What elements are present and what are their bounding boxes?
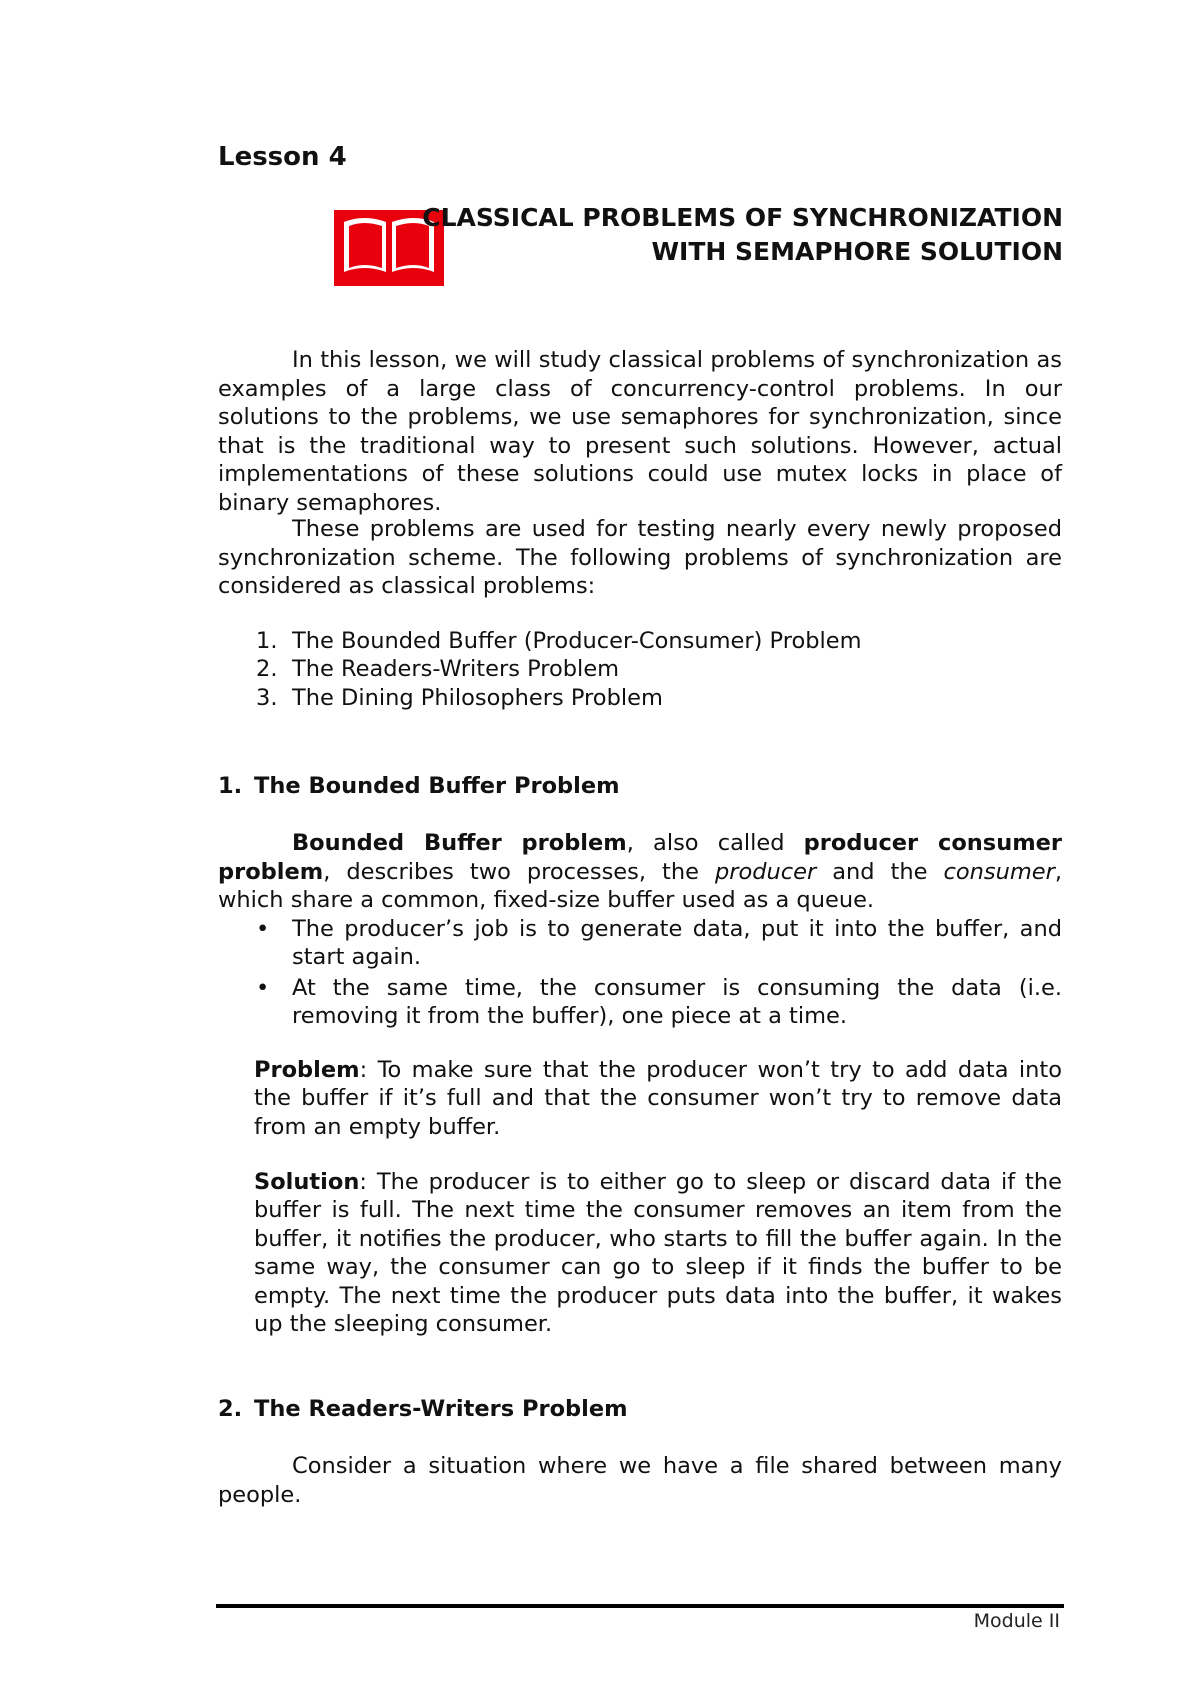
solution-paragraph: Solution: The producer is to either go to sleep or discard data if the buffer is full. The next time the consumer removes an item from the buffer, it notifies the producer, who starts to fill the buffer again. In the same way, the consumer can go to sleep if it finds the buffer to be empty. The next time the producer puts data into the buffer, it wakes up the sleeping consumer. — [254, 1169, 1062, 1338]
section-1-heading: 1. The Bounded Buffer Problem — [218, 773, 620, 799]
list-item: • At the same time, the consumer is consuming the data (i.e. removing it from the buffer), one piece at a time. — [256, 974, 1062, 1030]
list-item: 2. The Readers-Writers Problem — [256, 656, 620, 683]
bullet-icon: • — [256, 974, 270, 1001]
lesson-label: Lesson 4 — [218, 142, 347, 172]
footer-text: Module II — [973, 1610, 1060, 1632]
title-line-2: WITH SEMAPHORE SOLUTION — [651, 237, 1063, 266]
problems-list — [256, 627, 862, 712]
intro-paragraph-2: These problems are used for testing nearly every newly proposed synchronization scheme. The following problems of synchronization are considered as classical problems: — [218, 516, 1062, 600]
list-item: 3. The Dining Philosophers Problem — [256, 684, 663, 711]
section-2-heading: 2. The Readers-Writers Problem — [218, 1396, 628, 1422]
footer-divider — [216, 1604, 1064, 1608]
page-title — [422, 201, 1063, 269]
bullet-icon: • — [256, 916, 270, 942]
section-2-paragraph: Consider a situation where we have a file shared between many people. — [218, 1453, 1062, 1508]
section-1-bullets — [254, 915, 1062, 1033]
list-item: • The producer’s job is to generate data, put it into the buffer, and start again. — [256, 916, 1062, 971]
intro-paragraph-1: In this lesson, we will study classical problems of synchronization as examples of a large class of concurrency-control problems. In our solutions to the problems, we use semaphores for synchronization, since that is the traditional way to present such solutions. However, actual implementations of these solutions could use mutex locks in place of binary semaphores. — [218, 347, 1062, 516]
title-line-1: CLASSICAL PROBLEMS OF SYNCHRONIZATION — [422, 203, 1063, 232]
section-1-intro: Bounded Buffer problem, also called producer consumer problem, describes two processes, the producer and the consumer, which share a common, fixed-size buffer used as a queue. — [218, 830, 1063, 914]
problem-paragraph: Problem: To make sure that the producer won’t try to add data into the buffer if it’s full and that the consumer won’t try to remove data from an empty buffer. — [254, 1057, 1062, 1140]
list-item: 1. The Bounded Buffer (Producer-Consumer) Problem — [256, 628, 862, 654]
